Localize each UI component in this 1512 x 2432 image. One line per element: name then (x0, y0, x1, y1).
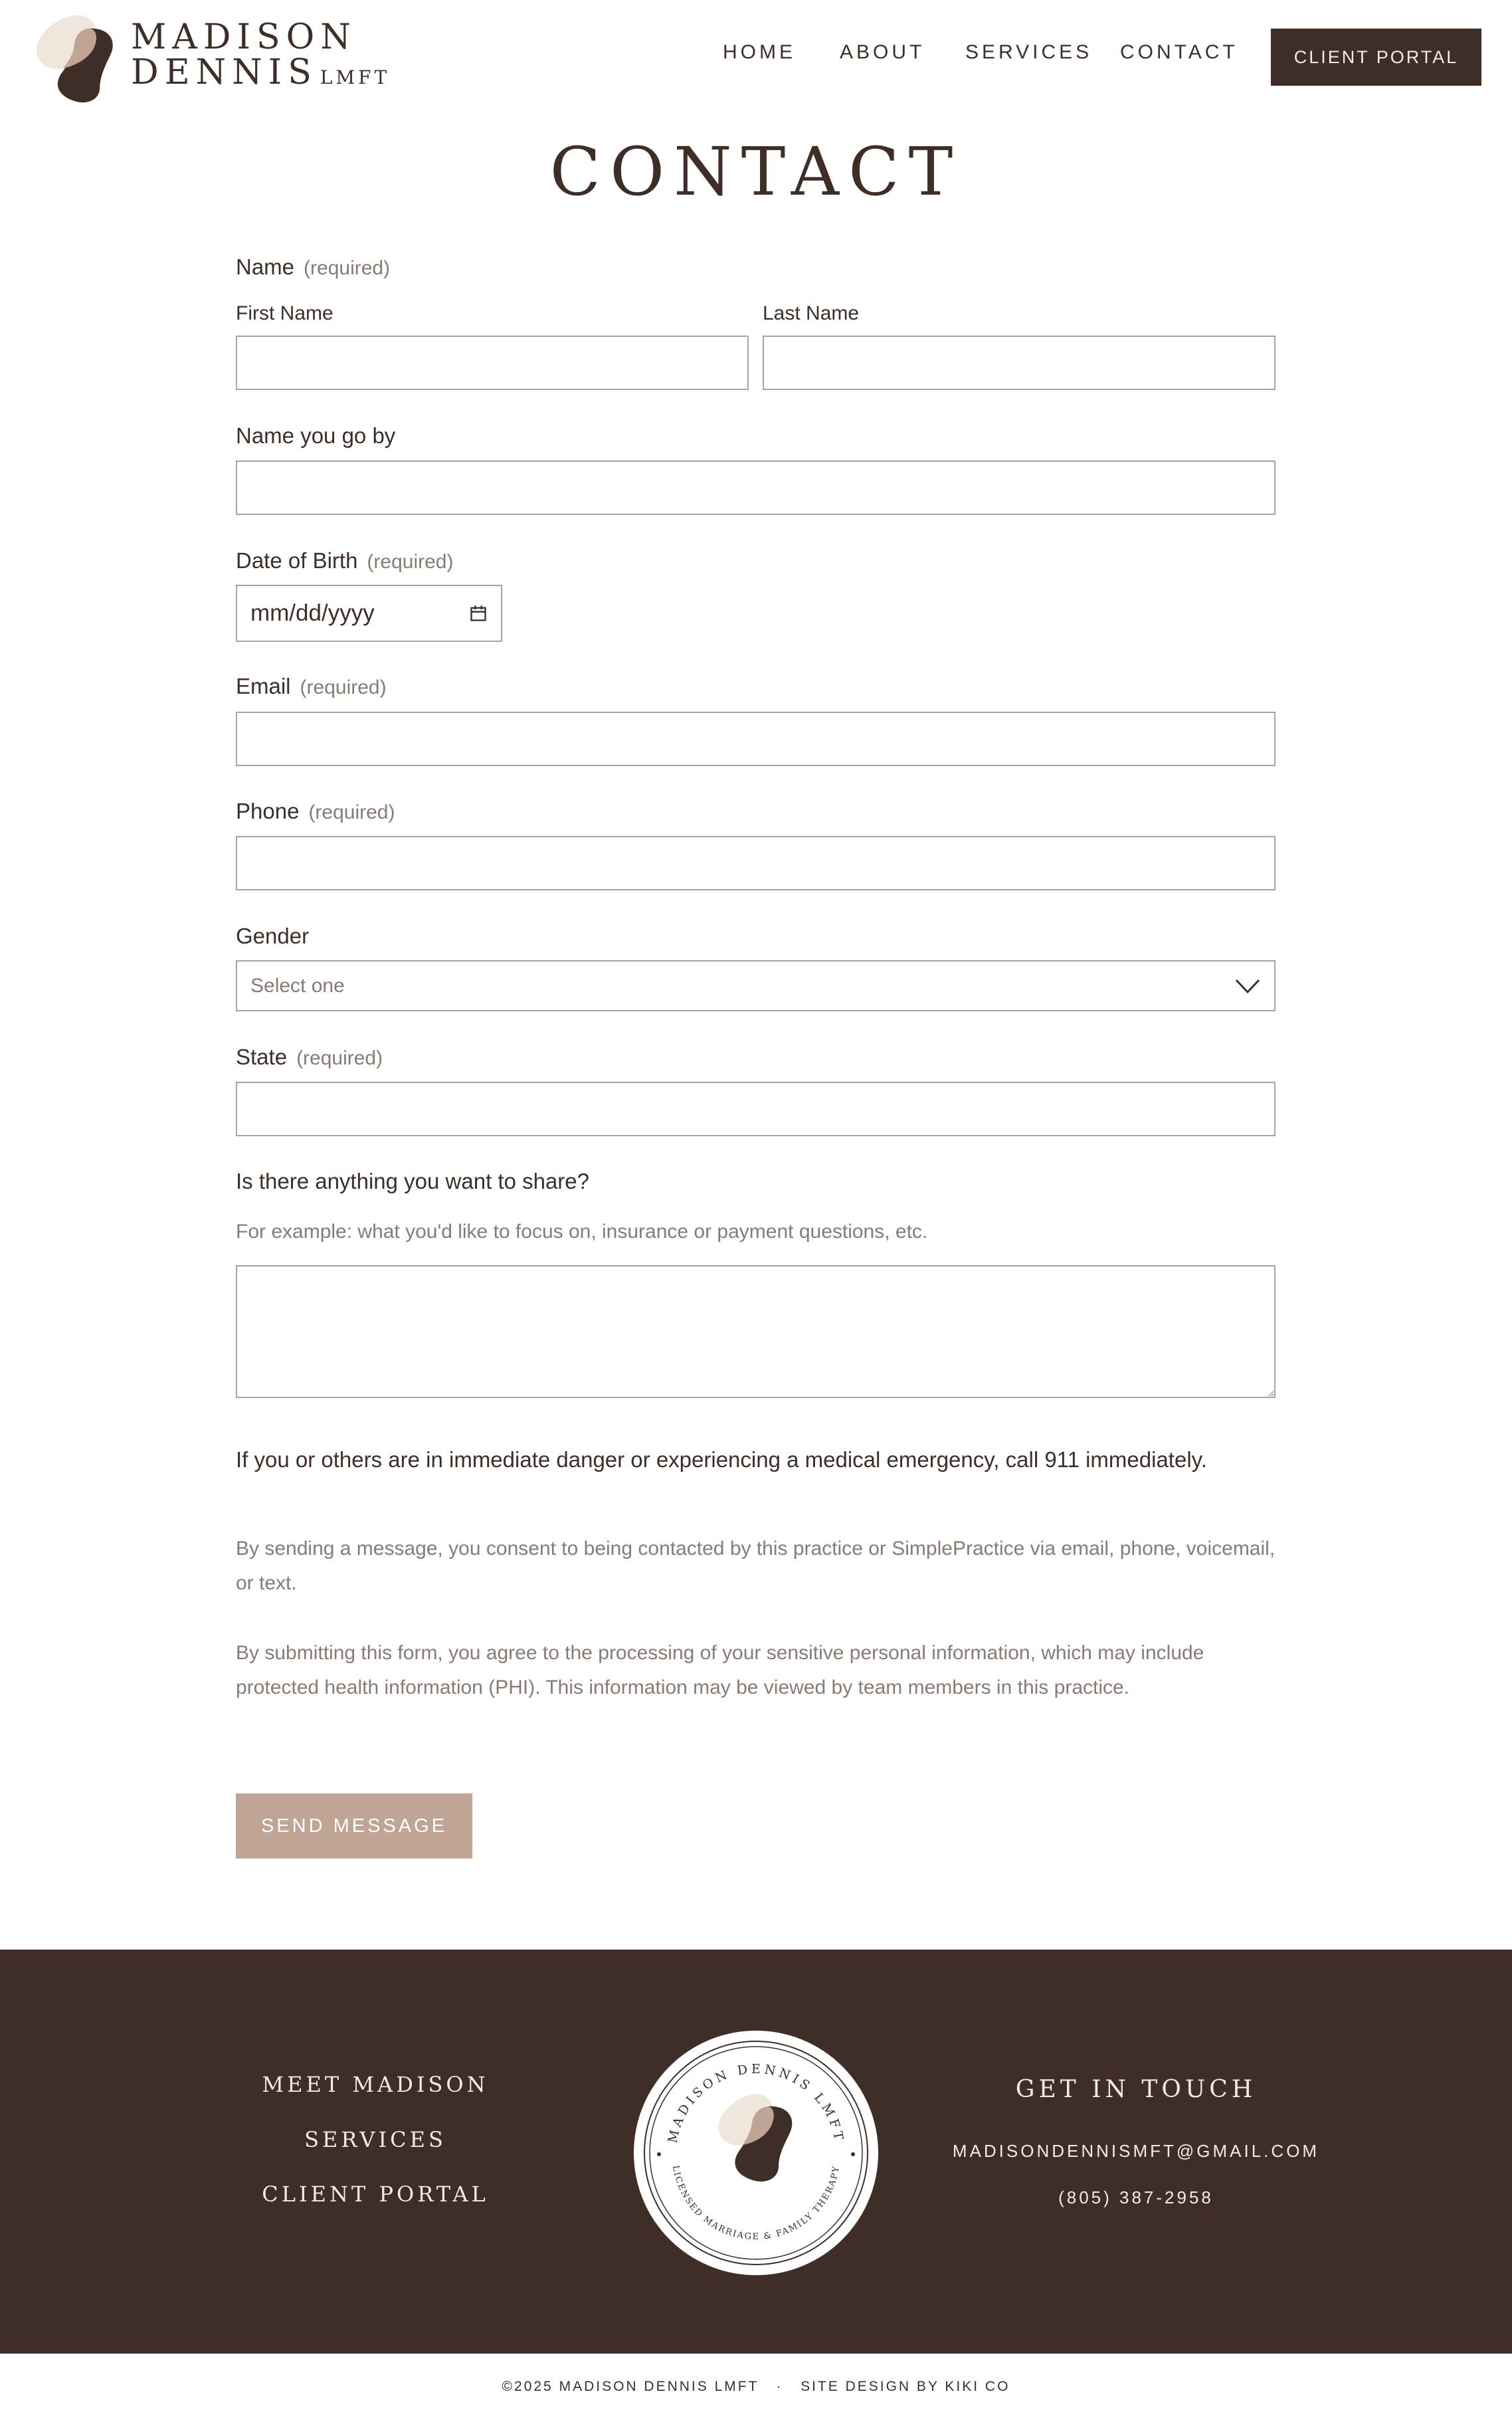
dob-input[interactable] (236, 585, 502, 642)
last-name-input[interactable] (763, 336, 1276, 390)
phone-label-text: Phone (236, 799, 300, 823)
logo-suffix: LMFT (320, 66, 391, 88)
chevron-down-icon (1234, 978, 1261, 994)
nav-services[interactable]: SERVICES (965, 41, 1093, 63)
footer-link-client-portal[interactable]: CLIENT PORTAL (262, 2181, 489, 2207)
emergency-notice: If you or others are in immediate danger or experiencing a medical emergency, call 911 immediately. (236, 1447, 1207, 1472)
nav-about[interactable]: ABOUT (840, 41, 925, 63)
required-tag: (required) (296, 1047, 383, 1069)
name-label (236, 254, 390, 280)
site-header (0, 0, 1512, 120)
share-textarea[interactable] (236, 1265, 1276, 1398)
dob-label-text: Date of Birth (236, 548, 358, 573)
get-in-touch-title: GET IN TOUCH (1015, 2076, 1257, 2103)
footer-phone-link[interactable]: (805) 387-2958 (1058, 2187, 1214, 2207)
logo[interactable] (28, 9, 390, 106)
share-hint: For example: what you'd like to focus on, insurance or payment questions, etc. (236, 1221, 928, 1243)
copyright-separator: · (776, 2379, 783, 2394)
calendar-icon[interactable] (469, 604, 488, 623)
state-label-text: State (236, 1045, 288, 1069)
required-tag: (required) (367, 551, 454, 573)
footer-email-link[interactable]: MADISONDENNISMFT@GMAIL.COM (952, 2141, 1320, 2161)
client-portal-button[interactable]: CLIENT PORTAL (1271, 29, 1481, 86)
nav-contact[interactable]: CONTACT (1120, 41, 1238, 63)
send-message-button[interactable]: SEND MESSAGE (236, 1793, 472, 1859)
page-title: CONTACT (549, 133, 963, 211)
dob-placeholder: mm/dd/yyyy (250, 600, 375, 626)
logo-text (131, 17, 391, 96)
copyright-text: ©2025 MADISON DENNIS LMFT (502, 2379, 759, 2394)
phone-label (236, 799, 395, 824)
phone-input[interactable] (236, 836, 1276, 890)
logo-line-2 (131, 54, 390, 96)
phi-notice: By submitting this form, you agree to the processing of your sensitive personal information, which may include protected health information (PHI). This information may be viewed by team members in this practice. (236, 1642, 1204, 1698)
name-label-text: Name (236, 254, 295, 279)
required-tag: (required) (304, 257, 391, 279)
email-label (236, 674, 387, 699)
dob-label (236, 548, 453, 573)
badge-bottom-text: LICENSED MARRIAGE & FAMILY THERAPY (670, 2164, 842, 2243)
logo-mark-icon (28, 9, 124, 106)
site-credit-link[interactable]: SITE DESIGN BY KIKI CO (801, 2379, 1010, 2394)
first-name-label: First Name (236, 302, 333, 324)
footer-link-meet-madison[interactable]: MEET MADISON (262, 2072, 489, 2097)
required-tag: (required) (308, 801, 395, 823)
logo-line-1: MADISON (131, 17, 357, 57)
required-tag: (required) (300, 676, 387, 698)
email-label-text: Email (236, 674, 291, 698)
gender-label: Gender (236, 924, 310, 948)
first-name-input[interactable] (236, 336, 749, 390)
gender-selected-value: Select one (250, 974, 345, 997)
site-footer (0, 1950, 1512, 2354)
state-label (236, 1045, 383, 1070)
go-by-input[interactable] (236, 460, 1276, 515)
footer-link-services[interactable]: SERVICES (304, 2127, 446, 2152)
consent-notice: By sending a message, you consent to being contacted by this practice or SimplePractice via email, phone, voicemail, or text. (236, 1538, 1276, 1594)
logo-line-2-name: DENNIS (131, 52, 318, 92)
copyright-bar (0, 2379, 1512, 2395)
go-by-label: Name you go by (236, 423, 396, 448)
nav-home[interactable]: HOME (723, 41, 796, 63)
gender-select[interactable] (236, 960, 1276, 1011)
state-input[interactable] (236, 1082, 1276, 1136)
footer-badge-icon (632, 2029, 880, 2277)
badge-top-text: MADISON DENNIS LMFT (665, 2061, 847, 2145)
share-label: Is there anything you want to share? (236, 1169, 589, 1193)
email-input[interactable] (236, 712, 1276, 766)
last-name-label: Last Name (763, 302, 860, 324)
